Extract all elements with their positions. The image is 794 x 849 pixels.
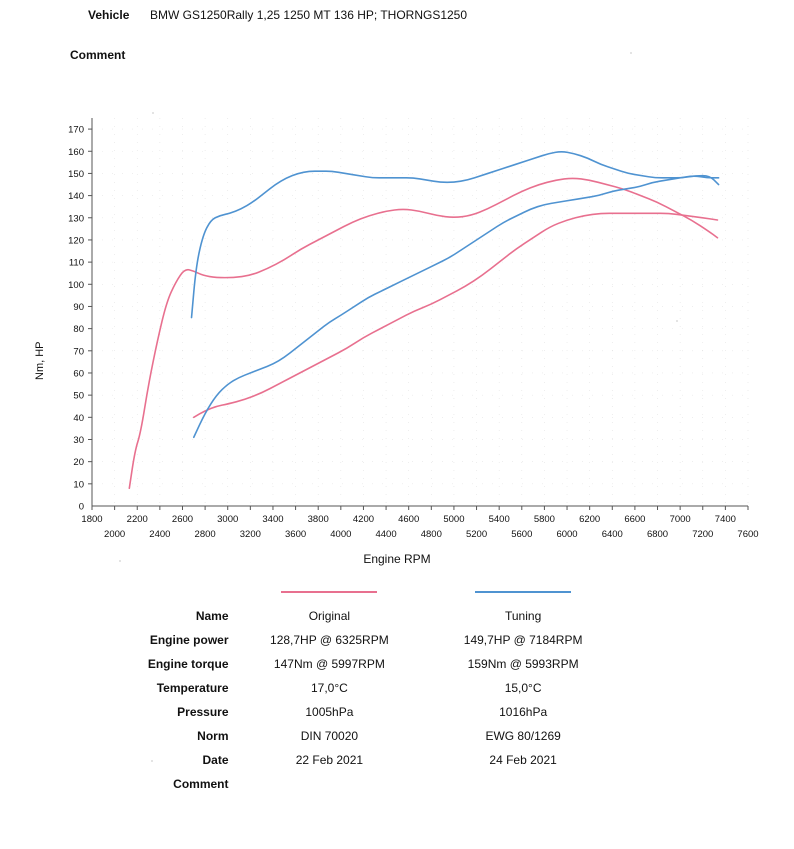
x-tick-label: 2600	[171, 514, 194, 525]
x-tick-label: 3000	[217, 514, 239, 525]
vehicle-label: Vehicle	[88, 8, 130, 22]
x-tick-label: 2400	[149, 529, 171, 540]
y-tick-label: 110	[68, 257, 84, 269]
x-tick-label: 7000	[669, 514, 691, 525]
y-tick-label: 130	[68, 213, 84, 225]
x-tick-label: 6000	[556, 529, 578, 540]
y-axis-title: Nm, HP	[34, 341, 46, 380]
x-tick-label: 3800	[307, 514, 329, 525]
summary-value-tuning: EWG 80/1269	[485, 729, 561, 743]
x-tick-label: 6800	[646, 529, 669, 540]
summary-comment-row	[80, 772, 620, 796]
x-tick-label: 1800	[81, 514, 103, 525]
summary-row	[80, 604, 620, 628]
chart-svg	[0, 100, 794, 570]
paper-speck	[630, 52, 632, 54]
x-tick-label: 2000	[104, 529, 126, 540]
summary-value-tuning: 149,7HP @ 7184RPM	[463, 633, 583, 647]
summary-value-original: 1005hPa	[305, 705, 354, 719]
vehicle-header	[88, 8, 467, 22]
x-tick-label: 5200	[465, 529, 488, 540]
summary-row-label: Date	[202, 753, 229, 767]
y-tick-label: 140	[68, 191, 84, 203]
summary-value-tuning: 24 Feb 2021	[489, 753, 557, 767]
summary-value-tuning: 1016hPa	[499, 705, 548, 719]
y-tick-label: 70	[73, 346, 84, 358]
summary-row	[80, 676, 620, 700]
series-line	[194, 213, 718, 417]
summary-table	[80, 580, 620, 796]
summary-row	[80, 724, 620, 748]
y-tick-label: 60	[73, 368, 84, 380]
x-tick-label: 5600	[511, 529, 533, 540]
dyno-chart	[0, 100, 794, 570]
x-tick-label: 5000	[443, 514, 465, 525]
summary-value-original: 147Nm @ 5997RPM	[273, 657, 385, 671]
y-tick-label: 80	[73, 324, 84, 336]
x-tick-label: 4600	[398, 514, 420, 525]
summary-row-label: Norm	[197, 729, 229, 743]
y-tick-label: 150	[68, 168, 84, 180]
x-tick-label: 3200	[239, 529, 261, 540]
vehicle-value: BMW GS1250Rally 1,25 1250 MT 136 HP; THORNGS1250	[150, 8, 468, 22]
summary-value-original: 17,0°C	[310, 681, 348, 695]
y-tick-label: 160	[68, 146, 84, 158]
comment-top-label: Comment	[70, 48, 126, 62]
series-line	[129, 178, 717, 488]
summary-value-original: DIN 70020	[300, 729, 359, 743]
summary-row-label: Temperature	[156, 681, 229, 695]
x-tick-label: 2200	[126, 514, 148, 525]
x-tick-label: 6200	[579, 514, 601, 525]
y-tick-label: 30	[73, 434, 84, 446]
summary-row-label: Name	[195, 609, 229, 623]
summary-row-label: Pressure	[177, 705, 229, 719]
x-tick-label: 7600	[737, 529, 759, 540]
x-tick-label: 3400	[262, 514, 284, 525]
x-tick-label: 4200	[352, 514, 375, 525]
y-tick-label: 40	[73, 412, 84, 424]
x-tick-label: 3600	[285, 529, 307, 540]
summary-value-tuning: 15,0°C	[504, 681, 542, 695]
x-tick-label: 4000	[330, 529, 352, 540]
y-tick-label: 0	[78, 501, 84, 513]
summary-row	[80, 628, 620, 652]
y-tick-label: 90	[73, 301, 84, 313]
x-tick-label: 7400	[714, 514, 736, 525]
summary-row	[80, 700, 620, 724]
summary-value-original: Original	[308, 609, 351, 623]
x-tick-label: 2800	[194, 529, 216, 540]
legend-swatch-row	[80, 580, 620, 604]
legend-swatch-spacer	[80, 580, 233, 604]
summary-row	[80, 748, 620, 772]
x-tick-label: 6600	[624, 514, 646, 525]
y-tick-label: 50	[73, 390, 84, 402]
x-tick-label: 4400	[375, 529, 397, 540]
y-tick-label: 100	[68, 279, 84, 291]
y-tick-label: 120	[68, 235, 84, 247]
x-tick-label: 6400	[601, 529, 623, 540]
summary-row-label: Engine torque	[147, 657, 229, 671]
y-tick-label: 10	[73, 479, 84, 491]
comment-bottom-label: Comment	[173, 777, 229, 791]
summary-row-label: Engine power	[149, 633, 229, 647]
summary-value-original: 22 Feb 2021	[295, 753, 364, 767]
comment-bottom-tuning	[426, 772, 620, 796]
summary-value-original: 128,7HP @ 6325RPM	[270, 633, 389, 647]
summary-value-tuning: Tuning	[505, 609, 542, 623]
x-tick-label: 4800	[420, 529, 442, 540]
y-tick-label: 170	[68, 124, 84, 136]
y-tick-label: 20	[73, 457, 84, 469]
x-tick-label: 7200	[692, 529, 714, 540]
x-tick-label: 5800	[533, 514, 555, 525]
summary-value-tuning: 159Nm @ 5993RPM	[467, 657, 579, 671]
legend-swatch-original	[233, 580, 427, 604]
summary-row	[80, 652, 620, 676]
legend-swatch-tuning	[426, 580, 620, 604]
comment-bottom-original	[233, 772, 427, 796]
x-tick-label: 5400	[488, 514, 510, 525]
x-axis-title: Engine RPM	[363, 552, 431, 566]
